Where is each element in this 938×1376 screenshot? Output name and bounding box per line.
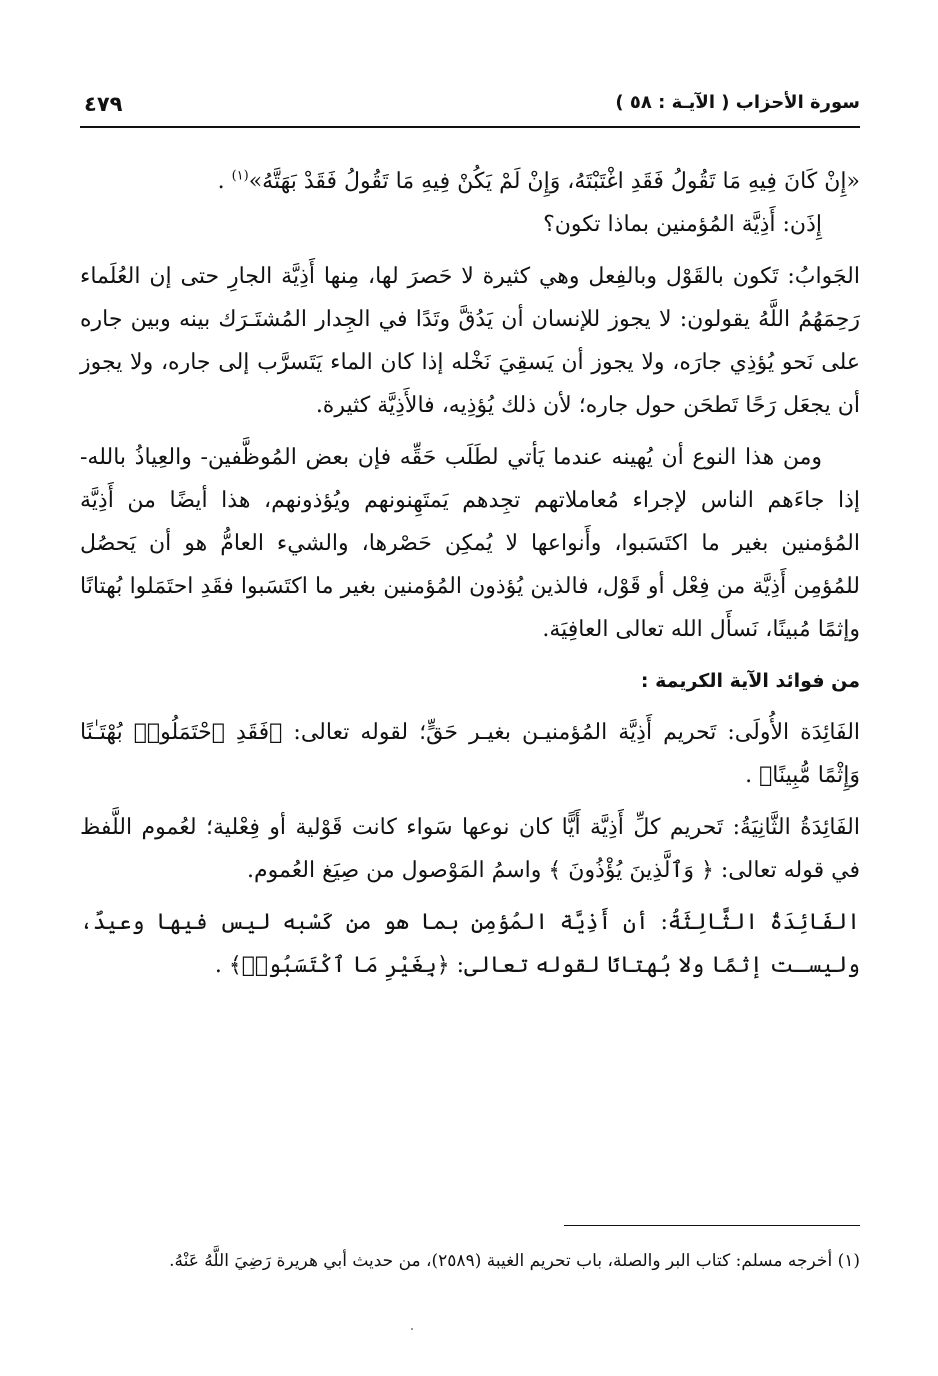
benefit-2-text: تَحريم كلِّ أَذِيَّة أَيًّا كان نوعها سَواء كانت قَوْلية أو فِعْلية؛ لعُموم اللَّفظ في قوله تعالى: xyxy=(80,815,860,883)
footnote: (١) أخرجه مسلم: كتاب البر والصلة، باب تحريم الغيبة (٢٥٨٩)، من حديث أبي هريرة رَضِيَ اللَّهُ عَنْهُ. xyxy=(169,1251,860,1271)
footnote-divider xyxy=(564,1225,860,1226)
benefit-1 xyxy=(80,711,860,797)
hadith-paragraph xyxy=(80,160,860,203)
page-header xyxy=(80,92,860,126)
scan-speck xyxy=(411,1328,413,1330)
employees-paragraph: ومن هذا النوع أن يُهينه عندما يَأتي لطَلَب حَقِّه فإن بعض المُوظَّفين- والعِياذُ بالله- إذا جاءَهم الناس لإجراء مُعاملاتهم تجِدهم يَمتَهِنونهم ويُؤذونهم، هذا أيضًا من أَذِيَّة المُؤمنين بغير ما اكتَسَبوا، وأَنواعها لا يُمكِن حَصْرها، والشيء العامُّ هو أن يَحصُل للمُؤمِن أَذِيَّة من فِعْل أو قَوْل، فالذين يُؤذون المُؤمنين بغير ما اكتَسَبوا فقَدِ احتَمَلوا بُهتانًا وإثمًا مُبينًا، نَسأَل الله تعالى العافِيَة. xyxy=(80,445,860,642)
running-title: سورة الأحزاب ( الآيـة : ٥٨ ) xyxy=(615,92,860,113)
question-paragraph: إِذَن: أَذِيَّة المُؤمنين بماذا تكون؟ xyxy=(543,212,822,237)
answer-paragraph: الجَوابُ: تَكون بالقَوْل وبالفِعل وهي كثيرة لا حَصرَ لها، مِنها أَذِيَّة الجارِ حتى إن العُلَماء رَحِمَهُمُ اللَّهُ يقولون: لا يجوز للإنسان أن يَدُقَّ وتَدًا في الجِدار المُشتَـرَك بينه وبين جاره على نَحو يُؤذِي جارَه، ولا يجوز أن يَسقِيَ نَخْله إذا كان الماء يَتَسرَّب إلى جاره، ولا يجوز أن يجعَل رَحًا تَطحَن حول جاره؛ لأن ذلك يُؤذِيه، فالأَذِيَّة كثيرة. xyxy=(80,264,860,418)
benefit-1-quran: ﴿فَقَدِ ٱحْتَمَلُوا۟ بُهْتَـٰنًا وَإِثْمًا مُّبِينًا﴾ xyxy=(80,720,860,788)
hadith-end: . xyxy=(217,169,225,194)
main-text xyxy=(80,160,860,996)
benefit-3-term: الفَائِدَةُ الثَّالِثَةُ: xyxy=(660,910,860,935)
hadith-quote: «إِنْ كَانَ فِيهِ مَا تَقُولُ فَقَدِ اغْتَبْتَهُ، وَإِنْ لَمْ يَكُنْ فِيهِ مَا تَقُولُ فَقَدْ بَهَتَّهُ» xyxy=(248,169,860,194)
page-number: ٤٧٩ xyxy=(84,92,123,116)
benefit-3 xyxy=(80,901,860,987)
benefit-2-term: الفَائِدَةُ الثَّانِيَةُ: xyxy=(732,815,860,840)
benefit-3-end: . xyxy=(214,953,222,978)
benefit-1-end: . xyxy=(745,763,753,788)
benefit-1-term: الفَائِدَة الأُولَى: xyxy=(727,720,861,745)
benefit-2-rest: واسمُ المَوْصول من صِيَغ العُموم. xyxy=(247,858,542,883)
benefit-2 xyxy=(80,806,860,892)
benefits-heading: من فوائد الآية الكريمة : xyxy=(640,670,860,692)
benefit-3-quran: ﴿بِغَيْرِ مَا ٱكْتَسَبُوا۟﴾ xyxy=(228,953,450,978)
benefit-1-text: تَحريم أَذِيَّة المُؤمنيـن بغيـر حَقٍّ؛ لقوله تعالى: xyxy=(293,720,717,745)
benefit-3-text: أن أَذِيَّة المُؤمِن بما هو من كَسْبه ليس فيها وعيدٌ، وليسـت إثمًا ولا بُهتانًا لقوله تعالى: xyxy=(80,910,860,978)
benefit-2-quran: ﴿ وَٱلَّذِينَ يُؤْذُونَ ﴾ xyxy=(548,858,714,883)
header-divider xyxy=(80,126,860,128)
footnote-reference[interactable]: (١) xyxy=(231,168,249,184)
